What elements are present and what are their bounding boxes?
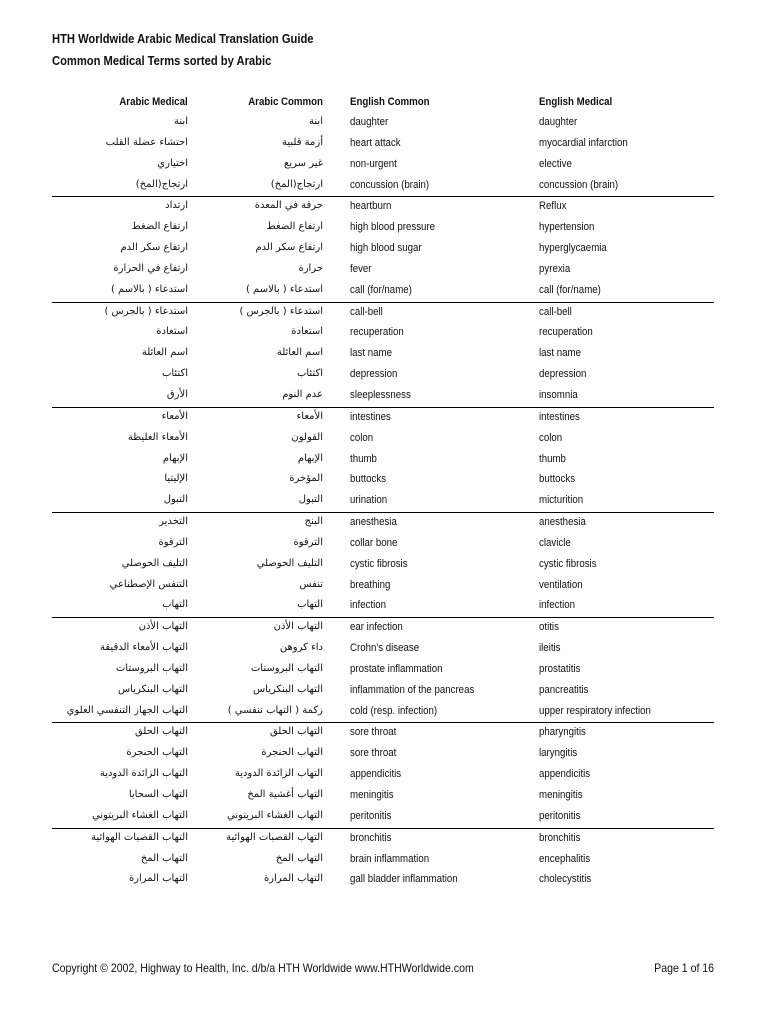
english-medical-cell: upper respiratory infection <box>539 704 651 717</box>
arabic-common-cell: استدعاء ( بالاسم ) <box>245 283 323 295</box>
english-common-cell: brain inflammation <box>350 852 430 865</box>
table-row <box>52 765 714 786</box>
table-row <box>52 828 714 850</box>
header-english-common: English Common <box>350 96 430 108</box>
arabic-medical-cell: اختياري <box>157 157 188 169</box>
header-arabic-common: Arabic Common <box>248 96 323 108</box>
arabic-medical-cell: الأمعاء <box>161 410 188 422</box>
arabic-medical-cell: التهاب الحنجرة <box>126 747 188 759</box>
table-row <box>52 218 714 239</box>
english-medical-cell: intestines <box>539 410 580 423</box>
english-common-cell: high blood pressure <box>350 221 436 234</box>
arabic-medical-cell: التهاب <box>162 599 188 611</box>
english-common-cell: colon <box>350 431 374 444</box>
table-row <box>52 596 714 617</box>
arabic-medical-cell: ارتجاج(المخ) <box>135 178 188 190</box>
table-row <box>52 576 714 597</box>
arabic-common-cell: تنفس <box>299 578 323 590</box>
english-common-cell: sleeplessness <box>350 388 411 401</box>
copyright-notice: Copyright © 2002, Highway to Health, Inc. d/b/a HTH Worldwide www.HTHWorldwide.com <box>52 961 474 975</box>
table-row <box>52 281 714 302</box>
english-common-cell: last name <box>350 347 392 360</box>
english-common-cell: recuperation <box>350 326 404 339</box>
arabic-common-cell: الأمعاء <box>296 410 323 422</box>
english-common-cell: anesthesia <box>350 516 397 529</box>
english-common-cell: high blood sugar <box>350 242 422 255</box>
arabic-common-cell: ارتجاج(المخ) <box>270 178 323 190</box>
table-row <box>52 470 714 491</box>
english-common-cell: concussion (brain) <box>350 178 430 191</box>
english-medical-cell: appendicitis <box>539 768 591 781</box>
english-common-cell: call-bell <box>350 305 383 318</box>
table-row <box>52 534 714 555</box>
table-row <box>52 512 714 534</box>
arabic-medical-cell: التهاب الغشاء البريتوني <box>91 809 188 821</box>
arabic-common-cell: التهاب المخ <box>275 852 323 864</box>
arabic-common-cell: المؤخرة <box>289 473 323 485</box>
table-row <box>52 660 714 681</box>
english-medical-cell: ventilation <box>539 578 583 591</box>
english-common-cell: intestines <box>350 410 391 423</box>
english-medical-cell: Reflux <box>539 200 567 213</box>
english-medical-cell: prostatitis <box>539 662 581 675</box>
arabic-common-cell: البنج <box>304 516 323 528</box>
arabic-medical-cell: اكتئاب <box>161 368 188 380</box>
english-medical-cell: laryngitis <box>539 747 578 760</box>
table-row <box>52 302 714 324</box>
table-row <box>52 176 714 197</box>
english-medical-cell: otitis <box>539 621 559 634</box>
arabic-medical-cell: التهاب الأمعاء الدقيقة <box>100 642 188 654</box>
english-medical-cell: hypertension <box>539 221 595 234</box>
english-medical-cell: elective <box>539 157 572 170</box>
english-medical-cell: daughter <box>539 116 578 128</box>
english-medical-cell: peritonitis <box>539 809 581 822</box>
english-common-cell: appendicitis <box>350 768 402 781</box>
english-common-cell: meningitis <box>350 789 394 801</box>
header-arabic-medical: Arabic Medical <box>119 96 188 108</box>
table-row <box>52 722 714 744</box>
arabic-common-cell: استدعاء ( بالجرس ) <box>239 305 323 317</box>
table-row <box>52 344 714 365</box>
document-title: HTH Worldwide Arabic Medical Translation Guide <box>52 31 314 46</box>
arabic-medical-cell: التهاب الجهاز التنفسي العلوي <box>66 704 188 716</box>
arabic-common-cell: اسم العائلة <box>276 347 323 359</box>
english-medical-cell: ileitis <box>539 642 561 655</box>
arabic-common-cell: التهاب الغشاء البريتوني <box>226 809 323 821</box>
english-common-cell: ear infection <box>350 621 403 634</box>
arabic-medical-cell: استدعاء ( بالجرس ) <box>104 305 188 317</box>
arabic-common-cell: التهاب المرارة <box>263 873 323 885</box>
arabic-medical-cell: التليف الحوصلي <box>121 557 188 569</box>
english-medical-cell: infection <box>539 599 576 612</box>
page-number: Page 1 of 16 <box>654 961 714 975</box>
table-row <box>52 681 714 702</box>
table-row <box>52 555 714 576</box>
table-row <box>52 807 714 828</box>
arabic-common-cell: ابنة <box>309 116 323 127</box>
table-row <box>52 870 714 891</box>
table-row <box>52 429 714 450</box>
arabic-medical-cell: ارتفاع الضغط <box>131 221 188 233</box>
english-medical-cell: pharyngitis <box>539 726 586 739</box>
arabic-common-cell: غير سريع <box>284 157 323 169</box>
english-common-cell: sore throat <box>350 747 397 760</box>
english-medical-cell: buttocks <box>539 473 576 486</box>
english-common-cell: buttocks <box>350 473 387 486</box>
english-common-cell: peritonitis <box>350 809 392 822</box>
english-medical-cell: concussion (brain) <box>539 178 619 191</box>
arabic-medical-cell: التهاب الأذن <box>138 621 188 633</box>
table-row <box>52 323 714 344</box>
english-medical-cell: hyperglycaemia <box>539 242 607 255</box>
arabic-common-cell: ارتفاع سكر الدم <box>255 242 323 254</box>
arabic-common-cell: التليف الحوصلي <box>256 557 323 569</box>
arabic-medical-cell: ارتفاع في الحرارة <box>113 262 188 274</box>
arabic-medical-cell: التهاب البنكرياس <box>117 683 188 695</box>
arabic-common-cell: حرارة <box>298 262 323 274</box>
english-medical-cell: cholecystitis <box>539 873 592 886</box>
arabic-common-cell: التهاب الحنجرة <box>261 747 323 759</box>
arabic-common-cell: التهاب <box>297 599 323 611</box>
english-common-cell: collar bone <box>350 536 398 549</box>
english-medical-cell: anesthesia <box>539 516 586 529</box>
english-medical-cell: myocardial infarction <box>539 136 628 149</box>
table-row <box>52 850 714 871</box>
english-common-cell: call (for/name) <box>350 283 412 296</box>
arabic-common-cell: حرقة في المعدة <box>254 200 323 212</box>
arabic-common-cell: داء كروهن <box>279 642 323 654</box>
table-body <box>52 113 714 891</box>
english-common-cell: fever <box>350 262 372 275</box>
english-common-cell: heartburn <box>350 200 392 213</box>
table-row <box>52 155 714 176</box>
arabic-common-cell: التهاب الزائدة الدودية <box>234 768 323 780</box>
terms-table <box>52 92 714 891</box>
table-row <box>52 617 714 639</box>
arabic-medical-cell: استعادة <box>156 326 188 338</box>
table-row <box>52 450 714 471</box>
arabic-medical-cell: ارتداد <box>165 200 188 212</box>
english-medical-cell: call (for/name) <box>539 283 601 296</box>
table-row <box>52 407 714 429</box>
english-medical-cell: pancreatitis <box>539 683 589 696</box>
table-row <box>52 702 714 723</box>
arabic-medical-cell: التبول <box>163 494 188 506</box>
english-common-cell: non-urgent <box>350 157 397 170</box>
arabic-medical-cell: التهاب المخ <box>140 852 188 864</box>
english-medical-cell: micturition <box>539 494 584 507</box>
table-header <box>52 92 714 113</box>
english-medical-cell: cystic fibrosis <box>539 557 597 570</box>
english-medical-cell: meningitis <box>539 789 583 801</box>
arabic-common-cell: ارتفاع الضغط <box>266 221 323 233</box>
english-common-cell: gall bladder inflammation <box>350 873 458 886</box>
arabic-common-cell: الترقوة <box>293 536 323 548</box>
table-row <box>52 113 714 134</box>
arabic-common-cell: التهاب البنكرياس <box>252 683 323 695</box>
arabic-medical-cell: الإليتيا <box>164 473 188 485</box>
arabic-medical-cell: التهاب الزائدة الدودية <box>99 768 188 780</box>
table-row <box>52 365 714 386</box>
header-english-medical: English Medical <box>539 96 613 108</box>
arabic-medical-cell: التهاب السحايا <box>128 789 188 800</box>
english-common-cell: cold (resp. infection) <box>350 704 438 717</box>
english-common-cell: Crohn's disease <box>350 642 420 655</box>
arabic-common-cell: التبول <box>298 494 323 506</box>
arabic-medical-cell: اسم العائلة <box>141 347 188 359</box>
english-medical-cell: bronchitis <box>539 831 581 844</box>
english-common-cell: heart attack <box>350 136 401 149</box>
arabic-common-cell: أزمة قلبية <box>282 136 323 148</box>
english-common-cell: infection <box>350 599 387 612</box>
arabic-common-cell: التهاب الحلق <box>269 726 323 738</box>
english-common-cell: bronchitis <box>350 831 392 844</box>
arabic-common-cell: عدم النوم <box>282 388 323 400</box>
english-medical-cell: clavicle <box>539 536 571 549</box>
arabic-medical-cell: الإبهام <box>162 452 188 464</box>
arabic-medical-cell: التهاب الحلق <box>134 726 188 738</box>
arabic-common-cell: زكمة ( التهاب تنفسي ) <box>227 704 323 716</box>
arabic-medical-cell: التهاب المرارة <box>128 873 188 885</box>
arabic-common-cell: الإبهام <box>297 452 323 464</box>
english-medical-cell: last name <box>539 347 581 360</box>
table-row <box>52 786 714 807</box>
english-medical-cell: thumb <box>539 452 566 465</box>
table-row <box>52 386 714 407</box>
arabic-medical-cell: التنفس الإصطناعي <box>109 578 188 590</box>
arabic-common-cell: التهاب القصبات الهوائية <box>226 831 323 843</box>
english-medical-cell: colon <box>539 431 563 444</box>
arabic-medical-cell: الأرق <box>166 388 188 400</box>
table-row <box>52 260 714 281</box>
arabic-common-cell: التهاب البروستات <box>250 662 323 674</box>
table-row <box>52 134 714 155</box>
arabic-medical-cell: التهاب القصبات الهوائية <box>91 831 188 843</box>
arabic-medical-cell: الترقوة <box>158 536 188 548</box>
english-medical-cell: insomnia <box>539 388 578 401</box>
english-common-cell: inflammation of the pancreas <box>350 683 475 696</box>
table-row <box>52 239 714 260</box>
arabic-medical-cell: الأمعاء الغليظة <box>127 431 188 443</box>
arabic-common-cell: التهاب الأذن <box>273 621 323 633</box>
arabic-medical-cell: ابنة <box>174 116 188 127</box>
arabic-common-cell: التهاب أغشية المخ <box>247 789 323 800</box>
table-row <box>52 491 714 512</box>
english-common-cell: sore throat <box>350 726 397 739</box>
english-common-cell: cystic fibrosis <box>350 557 408 570</box>
english-medical-cell: depression <box>539 368 587 381</box>
arabic-medical-cell: ارتفاع سكر الدم <box>120 242 188 254</box>
english-common-cell: urination <box>350 494 388 507</box>
english-common-cell: depression <box>350 368 398 381</box>
table-row <box>52 639 714 660</box>
english-common-cell: daughter <box>350 116 389 128</box>
english-medical-cell: call-bell <box>539 305 572 318</box>
english-common-cell: prostate inflammation <box>350 662 443 675</box>
arabic-medical-cell: احتشاء عضلة القلب <box>105 136 188 148</box>
document-subtitle: Common Medical Terms sorted by Arabic <box>52 53 272 68</box>
english-medical-cell: pyrexia <box>539 262 571 275</box>
arabic-common-cell: استعادة <box>291 326 323 338</box>
table-row <box>52 196 714 218</box>
english-common-cell: thumb <box>350 452 377 465</box>
english-medical-cell: encephalitis <box>539 852 591 865</box>
arabic-medical-cell: استدعاء ( بالاسم ) <box>110 283 188 295</box>
arabic-common-cell: القولون <box>291 431 323 443</box>
arabic-medical-cell: التخدير <box>159 516 188 528</box>
arabic-common-cell: اكتئاب <box>296 368 323 380</box>
table-row <box>52 744 714 765</box>
english-common-cell: breathing <box>350 578 391 591</box>
arabic-medical-cell: التهاب البروستات <box>115 662 188 674</box>
english-medical-cell: recuperation <box>539 326 593 339</box>
